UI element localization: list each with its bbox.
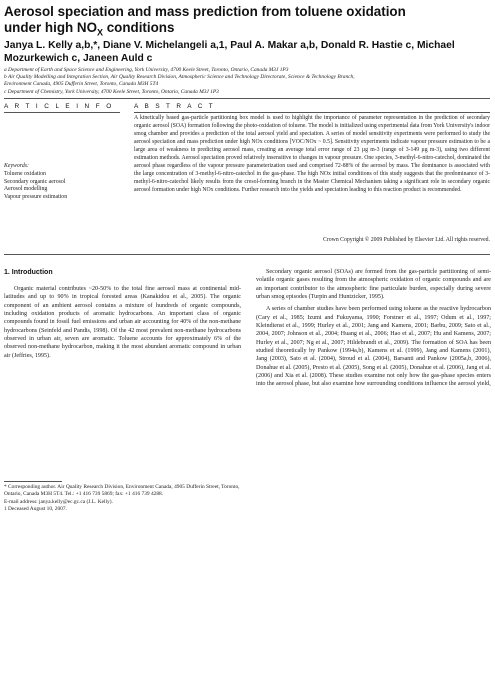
article-info-rule	[4, 112, 120, 113]
keywords-heading: Keywords:	[4, 163, 29, 169]
introduction-right-column	[256, 268, 491, 389]
keyword: Aerosol modelling	[4, 186, 48, 193]
introduction-heading: 1. Introduction	[4, 269, 53, 276]
keyword: Secondary organic aerosol	[4, 178, 66, 185]
footnote-email: E-mail address: janya.kelly@ec.gc.ca (J.L. Kelly).	[4, 498, 113, 505]
keyword: Toluene oxidation	[4, 170, 46, 177]
footnote-rule	[4, 481, 62, 482]
title-line-2: under high NO	[4, 20, 97, 35]
header-rule	[4, 98, 490, 99]
abstract-bottom-rule	[4, 254, 490, 255]
footnote-corresponding-author: * Corresponding author. Air Quality Research Division, Environment Canada, 4905 Dufferin Street, Toronto, Ontario, Canada M3H 5T4. Tel.: +1 416 739 5869; fax: +1 416 739 4288.	[4, 484, 240, 498]
keyword: Vapour pressure estimation	[4, 194, 68, 201]
article-info-label: A R T I C L E I N F O	[4, 103, 114, 110]
affiliation: c Department of Chemistry, York University, 4700 Keele Street, Toronto, Ontario, Canada M3J 1P3	[4, 88, 219, 95]
keywords-block	[4, 163, 114, 202]
affiliations	[4, 67, 474, 96]
title-line-1: Aerosol speciation and mass prediction from toluene oxidation	[4, 4, 406, 19]
affiliation: b Air Quality Modelling and Integration Section, Air Quality Research Division, Atmospheric Science and Technology Directorate, Science & Technology Branch,	[4, 74, 355, 81]
copyright-notice: Crown Copyright © 2009 Published by Elsevier Ltd. All rights reserved.	[323, 237, 490, 243]
body-paragraph: Secondary organic aerosol (SOAs) are formed from the gas-particle partitioning of semi-volatile organic gases resulting from the atmospheric oxidation of organic compounds and are an important contributor to the atmospheric fine particulate burden, especially during severe urban smog episodes (Turpin and Huntzicker, 1995).	[256, 269, 491, 301]
affiliation: a Department of Earth and Space Science and Engineering, York University, 4700 Keele Street, Toronto, Ontario, Canada M3J 1P3	[4, 67, 289, 73]
body-paragraph: A series of chamber studies have been performed using toluene as the reactive hydrocarbon (Cary et al., 1985; Izumi and Fukuyama, 1990; Forstner et al., 1997; Odum et al., 1997; Kleindienst et al., 1999; Hurley et al., 2001; Jang and Kamens, 2001; Barbu, 2009; Sato et al., 2004, 2007; Johnson et al., 2004; Huang et al., 2006; Hao et al., 2007; Hu and Kamens, 2007; Hurley et al., 2007; Ng et al., 2007; Hildebrandt et al., 2009). The formation of SOA has been studied theoretically by Pankow (1994a,b), Kamens et al. (1999), Jang and Kamens (2001), Jang (2003), Sato et al. (2004), Stroud et al. (2004), Barsanti and Pankow (2005a,b, 2006), Donahue et al. (2005), Presto et al. (2005), Song et al. (2005), Donahue et al. (2006), Jang et al. (2006) and Xia et al. (2008). These studies examine not only how the gas-phase species enters into the aerosol phase, but also examine how surrounding conditions influence the aerosol yield,	[256, 306, 491, 388]
abstract-label: A B S T R A C T	[134, 103, 216, 110]
footnote-deceased: 1 Deceased August 10, 2007.	[4, 505, 67, 512]
body-paragraph: Organic material contributes ~20-50% to the total fine aerosol mass at continental mid-latitudes and up to 90% in tropical forested areas (Kanakidou et al., 2005). The organic component of an ambient aerosol contains a mixture of hundreds of organic compounds, including oxidation products of aromatic hydrocarbons. An important class of organic compounds found in fossil fuel emissions and urban air accounting for 40% of the non-methane hydrocarbons (Seinfeld and Pandis, 1998). Of the 42 most prevalent non-methane hydrocarbons observed in urban air, seven are aromatic. Toluene accounts for approximately 6% of the observed non-methane hydrocarbon, making it the most abundant aromatic compound in urban air (Jeffries, 1995).	[4, 286, 241, 359]
affiliation: Environment Canada, 4905 Dufferin Street, Toronto, Canada M3H 5T4	[4, 81, 159, 88]
title-nox-subscript: X	[96, 27, 103, 38]
introduction-left-column	[4, 285, 241, 360]
author-list: Janya L. Kelly a,b,*, Diane V. Michelangeli a,1, Paul A. Makar a,b, Donald R. Hastie c, Michael Mozurkewich c, Janeen Auld c	[4, 40, 455, 64]
article-title	[4, 4, 424, 41]
title-line-2-end: conditions	[103, 20, 175, 35]
footnotes	[4, 484, 241, 513]
abstract-text: A kinetically based gas-particle partitioning box model is used to highlight the importance of parameter representation in the prediction of secondary organic aerosol (SOA) formation following the photo-oxidation of toluene. The model is initialized using experimental data from York University's indoor smog chamber and provides a prediction of the total aerosol yield and speciation. A series of model sensitivity experiments were performed to study the aerosol speciation and mass prediction under high NOx conditions [VOC/NOx ~ 0.5]. Sensitivity experiments indicate vapour pressure estimation to be a large area of weakness in predicting aerosol mass, creating an average total error range of 23 µg m-3 (range of 3-149 µg m-3), using two different estimation methods. Aerosol speciation proved relatively insensitive to changes in vapour pressure. One species, 3-methyl-6-nitro-catechol, dominated the aerosol phase regardless of the vapour pressure parameterization used and comprised 72-88% of the aerosol by mass. The dominance is associated with the large concentration of 3-methyl-6-nitro-catechol in the gas-phase. The high NOx initial conditions of this study suggests that the predominance of 3-methyl-6-nitro-catechol likely results from the cresol-forming branch in the Master Chemical Mechanism taking a significant role in secondary organic aerosol formation under high NOx conditions. Further research into the yields and speciation leading to this reaction product is recommended.	[134, 115, 490, 193]
abstract-rule	[134, 112, 490, 113]
